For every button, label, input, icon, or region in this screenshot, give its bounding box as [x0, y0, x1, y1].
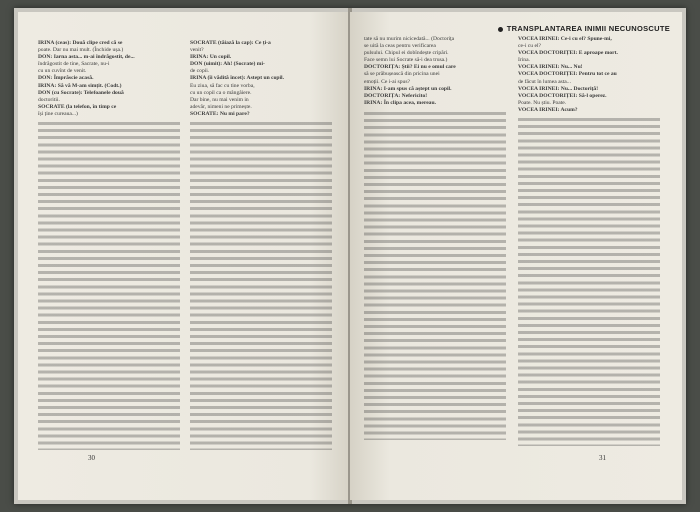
dialogue-text-continued: [38, 120, 180, 450]
left-page-column-2: [190, 40, 332, 470]
dialogue-line: își ține cureaua...): [38, 110, 78, 117]
dialogue-line: ce-i cu el?: [518, 43, 541, 50]
dialogue-line: SOCRATE (la telefon, în timp ce: [38, 103, 117, 110]
dialogue-line: VOCEA IRINEI: Acum?: [518, 106, 578, 113]
dialogue-line: Irina.: [518, 57, 530, 64]
dialogue-line: Eu ziua, să fac cu tine vorba,: [190, 82, 255, 89]
dialogue-line: IRINA: Să vă M-am simțit. (Codt.): [38, 82, 122, 89]
dialogue-line: să se prăbușească din pricina unei: [364, 71, 440, 78]
dialogue-line: IRINA: Un copil.: [190, 54, 232, 61]
dialogue-line: SOCRATE: Nu mi pare?: [190, 110, 250, 117]
bullet-icon: [498, 27, 503, 32]
running-title: TRANSPLANTAREA INIMII NECUNOSCUTE: [506, 24, 670, 33]
dialogue-line: adevăr, nimeni ne primește.: [190, 103, 252, 110]
dialogue-line: VOCEA DOCTORIȚEI: Pentru tot ce au: [518, 71, 617, 78]
dialogue-line: îndrăgostit de tine, Sacrate, nu-i: [38, 61, 110, 68]
right-page: [350, 12, 682, 500]
running-header: [498, 24, 670, 33]
dialogue-line: pulsului. Chipul ei dobîndește cripări.: [364, 50, 449, 57]
book-spread: [14, 8, 686, 504]
dialogue-line: Face semn lui Socrate să-i dea trusa.): [364, 57, 448, 64]
dialogue-line: VOCEA IRINEI: Ce-i cu el? Spune-mi,: [518, 36, 612, 42]
dialogue-line: DON: Împrăscie acasă.: [38, 75, 94, 82]
dialogue-line: tate să nu murim nicicedată... (Doctoriţa: [364, 36, 455, 42]
dialogue-line: DOCTORIȚA: Știi? Ei nu e omul care: [364, 64, 456, 71]
dialogue-line: doctoritii.: [38, 96, 60, 103]
dialogue-line: de copii.: [190, 68, 210, 75]
dialogue-line: DON: Iarna asta... m-ai îndrăgostit, de...: [38, 54, 135, 61]
dialogue-line: IRINA (ceas): Două clipe cred că se: [38, 40, 123, 46]
dialogue-line: DOCTORIȚA: Nefericito!: [364, 92, 428, 99]
dialogue-line: DON (cu Socrate): Telefoanele două: [38, 89, 124, 96]
dialogue-line: SOCRATE (tăiază la cap): Ce ți-a: [190, 40, 271, 46]
dialogue-line: VOCEA DOCTORIȚEI: E aproape mort.: [518, 50, 618, 57]
dialogue-text-continued: [518, 116, 660, 446]
dialogue-text-continued: [190, 120, 332, 450]
dialogue-line: Dar bine, nu mai venim in: [190, 96, 249, 103]
dialogue-line: IRINA: În clipa acea, mereau.: [364, 99, 436, 106]
left-page: [18, 12, 350, 500]
dialogue-line: Poate. Nu știu. Poate.: [518, 99, 567, 106]
dialogue-line: VOCEA DOCTORIȚEI: Să-l operez.: [518, 92, 607, 99]
dialogue-line: IRINA (îi vădită încet): Astept un copil.: [190, 75, 285, 82]
page-number-left: 30: [88, 454, 95, 462]
dialogue-text-continued: [364, 110, 506, 440]
dialogue-line: VOCEA IRINEI: Nu... Doctoriţă!: [518, 85, 599, 92]
dialogue-line: VOCEA IRINEI: Nu... Nu!: [518, 64, 583, 71]
page-number-right: 31: [599, 454, 606, 462]
right-page-column-1: [364, 36, 506, 466]
dialogue-line: venit?: [190, 47, 204, 54]
dialogue-line: DON (uimit): Ah! (Socrate) mi-: [190, 61, 265, 68]
left-page-column-1: [38, 40, 180, 470]
dialogue-line: emoții. Ce i-ai spus?: [364, 78, 410, 85]
right-page-column-2: [518, 36, 660, 466]
dialogue-line: se uită la ceas pentru verificarea: [364, 43, 436, 50]
dialogue-line: cu un copil ca o mângâiere.: [190, 89, 252, 96]
dialogue-line: de făcut în lumea asta...: [518, 78, 571, 85]
dialogue-line: IRINA: I-am spus că aștept un copil.: [364, 85, 452, 92]
dialogue-line: poate. Dar nu mai mult. (Închide ușa.): [38, 47, 124, 54]
dialogue-line: cu un cuvînt de venit.: [38, 68, 87, 75]
